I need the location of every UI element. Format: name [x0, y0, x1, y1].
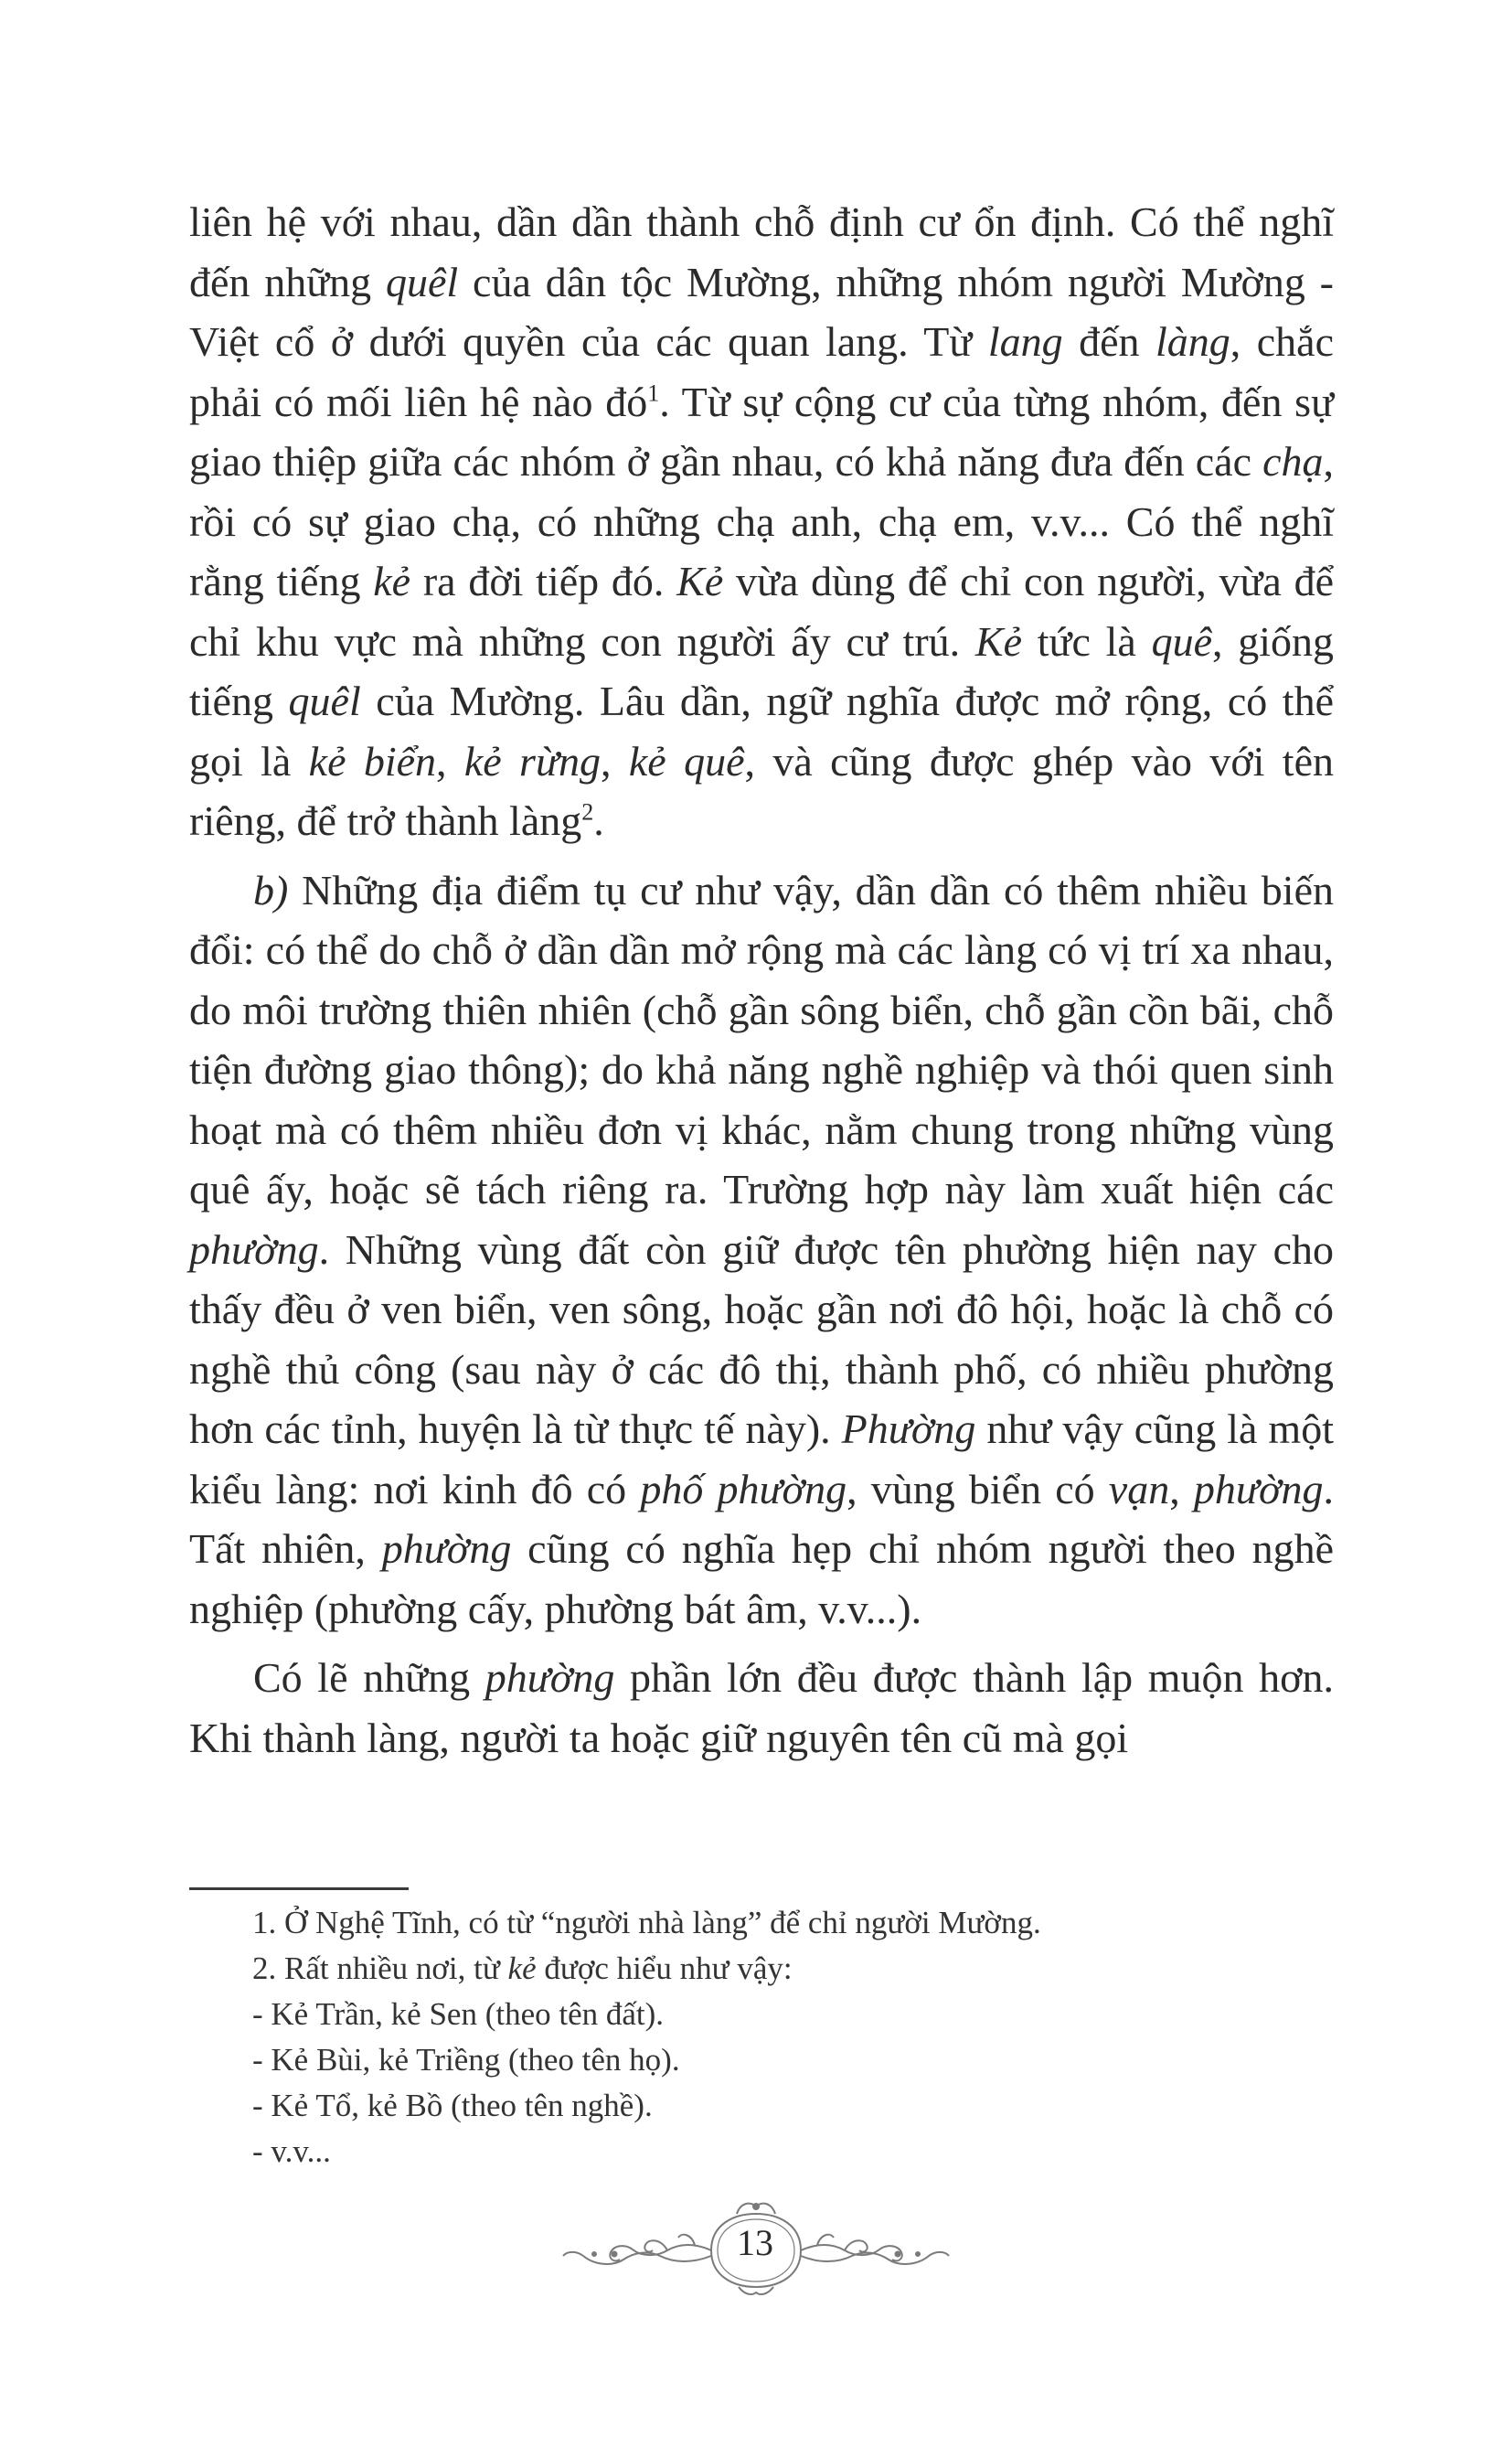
text-run: . Những vùng đất còn giữ được tên phường hiện nay cho thấy đều ở ven biển, ven sông, hoặc gần nơi đô hội, hoặc là chỗ có nghề thủ công (sau này ở các đô thị, thành phố, có nhiều phường hơn các tỉnh, huyện là từ thực tế này). — [189, 1225, 1334, 1452]
italic-term: kẻ quê — [628, 737, 745, 785]
text-run: đến — [1062, 318, 1155, 365]
text-run: . Tất nhiên, — [189, 1465, 1334, 1572]
text-run: ra đời tiếp đó. — [410, 558, 677, 604]
italic-term: làng — [1155, 318, 1230, 365]
paragraph — [189, 860, 1334, 1640]
italic-term: chạ — [1262, 438, 1324, 485]
text-run: của dân tộc Mường, những nhóm người Mường - Việt cổ ở dưới quyền của các quan lang. Từ — [189, 258, 1334, 365]
footnote-line — [252, 1946, 1304, 1992]
italic-term: lang — [987, 318, 1063, 365]
italic-term: kẻ — [373, 558, 411, 604]
text-run: của Mường. Lâu dần, ngữ nghĩa được mở rộng, có thể gọi là — [189, 678, 1335, 785]
italic-term: phường — [484, 1654, 615, 1701]
footnote-line — [252, 2129, 1304, 2175]
footnote-line — [252, 1900, 1304, 1946]
italic-term: b) — [253, 866, 289, 914]
text-run: , — [601, 737, 629, 785]
footnote-reference: 2 — [581, 798, 594, 826]
text-run: được hiểu như vậy: — [536, 1950, 793, 1986]
text-run: . — [593, 797, 604, 844]
text-run: , và cũng được ghép vào với tên riêng, để trở thành làng — [189, 737, 1334, 844]
text-run: 1. Ở Nghệ Tĩnh, có từ “người nhà làng” để chỉ người Mường. — [252, 1905, 1041, 1940]
italic-term: kẻ — [507, 1950, 537, 1986]
footnotes — [252, 1900, 1304, 2175]
footnote-separator — [189, 1887, 409, 1890]
page-number: 13 — [737, 2222, 773, 2263]
italic-term: phố phường — [640, 1465, 847, 1512]
italic-term: Kẻ — [676, 558, 724, 604]
italic-term: kẻ biển — [308, 737, 437, 785]
text-run: 2. Rất nhiều nơi, từ — [252, 1950, 508, 1986]
italic-term: Phường — [841, 1405, 976, 1452]
paragraph — [189, 192, 1334, 851]
footnote-line — [252, 2083, 1304, 2129]
text-run: , giống tiếng — [189, 617, 1335, 724]
text-run: cũng có nghĩa hẹp chỉ nhóm người theo nghề nghiệp (phường cấy, phường bát âm, v.v...). — [189, 1525, 1334, 1632]
italic-term: kẻ rừng — [463, 737, 602, 785]
text-run: , chắc phải có mối liên hệ nào đó — [189, 318, 1334, 425]
italic-term: phường — [1193, 1465, 1324, 1512]
italic-term: phường — [381, 1525, 512, 1572]
text-run: Những địa điểm tụ cư như vậy, dần dần có thêm nhiều biến đổi: có thể do chỗ ở dần dần mở rộng mà các làng có vị trí xa nhau, do môi trường thiên nhiên (chỗ gần sông biển, chỗ gần cồn bãi, chỗ tiện đường giao thông); do khả năng nghề nghiệp và thói quen sinh hoạt mà có thêm nhiều đơn vị khác, nằm chung trong những vùng quê ấy, hoặc sẽ tách riêng ra. Trường hợp này làm xuất hiện các — [189, 866, 1334, 1213]
paragraph — [189, 1648, 1334, 1768]
body-text — [189, 192, 1334, 1768]
footnote-reference: 1 — [647, 379, 660, 407]
italic-term: quê — [1151, 617, 1212, 665]
text-run: tức là — [1022, 617, 1152, 665]
text-run: - Kẻ Tổ, kẻ Bồ (theo tên nghề). — [252, 2088, 653, 2123]
text-run: vừa dùng để chỉ con người, vừa để chỉ khu vực mà những con người ấy cư trú. — [189, 558, 1334, 665]
text-run: , rồi có sự giao chạ, có những chạ anh, chạ em, v.v... Có thể nghĩ rằng tiếng — [189, 438, 1334, 604]
text-run: , vùng biển có — [847, 1465, 1109, 1512]
text-run: - v.v... — [252, 2133, 331, 2169]
text-run: , — [436, 737, 464, 785]
text-run: - Kẻ Trần, kẻ Sen (theo tên đất). — [252, 1996, 665, 2032]
italic-term: vạn — [1108, 1465, 1170, 1512]
text-run: . Từ sự cộng cư của từng nhóm, đến sự giao thiệp giữa các nhóm ở gần nhau, có khả năng đưa đến các — [189, 378, 1334, 485]
footnote-line — [252, 2037, 1304, 2083]
italic-term: phường — [189, 1225, 319, 1273]
text-run: , — [1169, 1465, 1194, 1512]
text-run: Có lẽ những — [253, 1654, 485, 1701]
text-run: như vậy cũng là một kiểu làng: nơi kinh đô có — [189, 1405, 1334, 1512]
italic-term: quêl — [288, 678, 361, 724]
italic-term: quêl — [386, 258, 459, 305]
italic-term: Kẻ — [974, 617, 1023, 665]
text-run: liên hệ với nhau, dần dần thành chỗ định cư ổn định. Có thể nghĩ đến những — [189, 198, 1334, 305]
footnote-line — [252, 1992, 1304, 2037]
text-run: - Kẻ Bùi, kẻ Triềng (theo tên họ). — [252, 2042, 680, 2078]
text-run: phần lớn đều được thành lập muộn hơn. Khi thành làng, người ta hoặc giữ nguyên tên cũ mà gọi — [189, 1654, 1334, 1761]
